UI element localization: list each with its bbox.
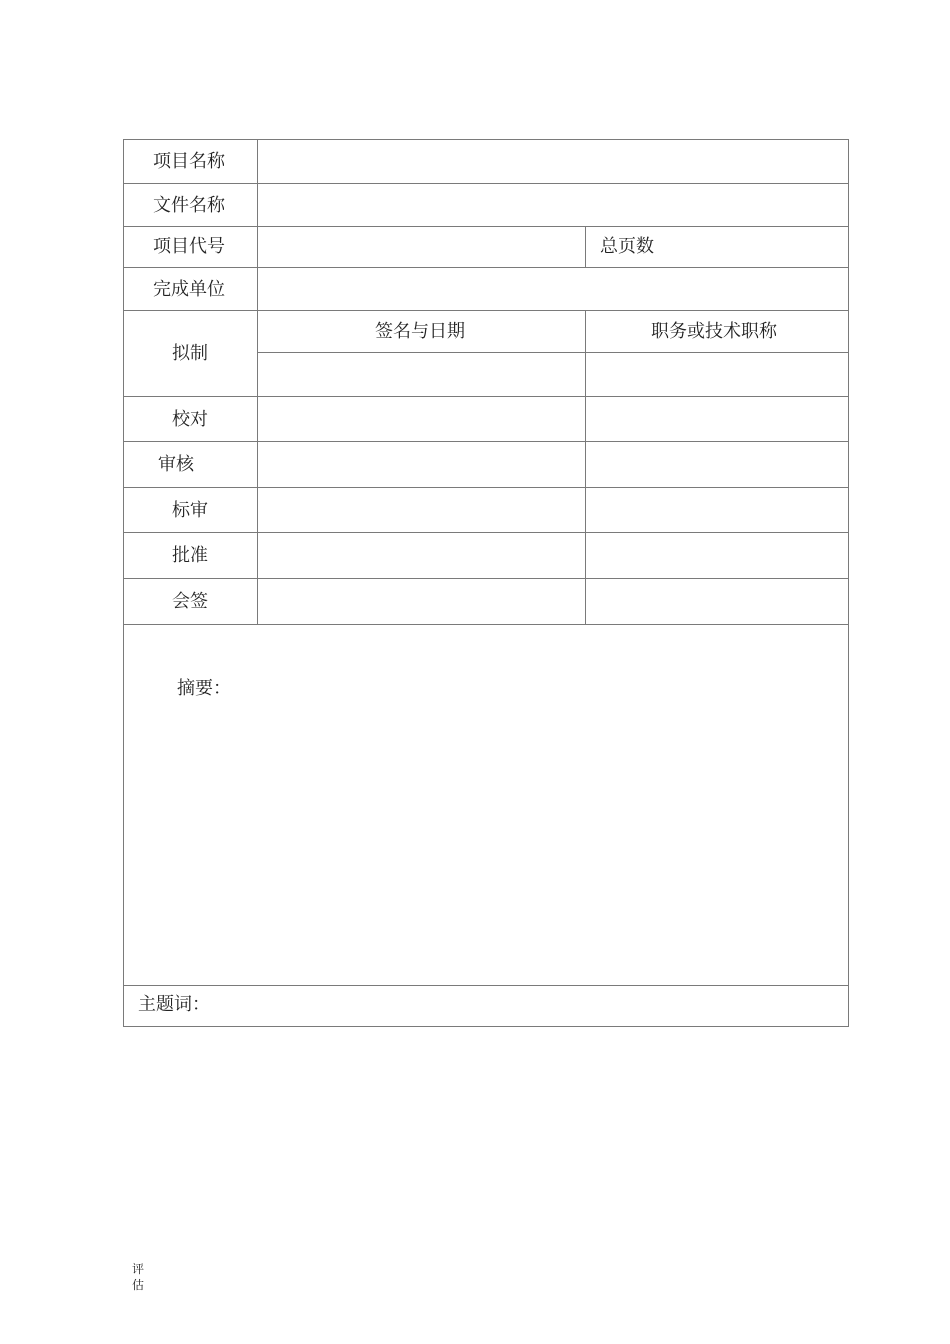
project-name-field[interactable] [258,140,848,183]
proofread-signature-field[interactable] [258,397,585,441]
standard-review-label: 标审 [172,500,208,521]
countersign-label: 会签 [172,591,208,612]
footer-char: 估 [132,1278,145,1292]
draft-signature-field[interactable] [258,353,585,396]
footer-char: 评 [132,1262,145,1276]
keywords-field[interactable] [215,986,848,1026]
countersign-signature-field[interactable] [258,579,585,624]
keywords-label: 主题词： [138,994,210,1015]
approve-label: 批准 [172,545,208,566]
project-name-label: 项目名称 [153,151,225,172]
countersign-title-field[interactable] [586,579,848,624]
row-divider [123,310,849,311]
column-divider [585,226,586,268]
review-title-field[interactable] [586,442,848,487]
proofread-label: 校对 [172,409,208,430]
project-code-label: 项目代号 [153,236,225,257]
project-code-field[interactable] [258,227,585,267]
review-label: 审核 [158,454,194,475]
draft-title-field[interactable] [586,353,848,396]
abstract-field[interactable] [124,625,848,985]
review-signature-field[interactable] [258,442,585,487]
approve-title-field[interactable] [586,533,848,578]
abstract-label: 摘要： [177,678,231,699]
total-pages-label: 总页数 [600,236,654,257]
title-header: 职务或技术职称 [651,321,777,342]
proofread-title-field[interactable] [586,397,848,441]
completing-unit-label: 完成单位 [153,279,225,300]
table-border-bottom [123,1026,849,1027]
standard-review-title-field[interactable] [586,488,848,532]
table-border-right [848,139,849,1027]
approve-signature-field[interactable] [258,533,585,578]
draft-label: 拟制 [172,343,208,364]
completing-unit-field[interactable] [258,268,848,310]
file-name-label: 文件名称 [153,195,225,216]
standard-review-signature-field[interactable] [258,488,585,532]
signature-date-header: 签名与日期 [375,321,465,342]
file-name-field[interactable] [258,184,848,226]
